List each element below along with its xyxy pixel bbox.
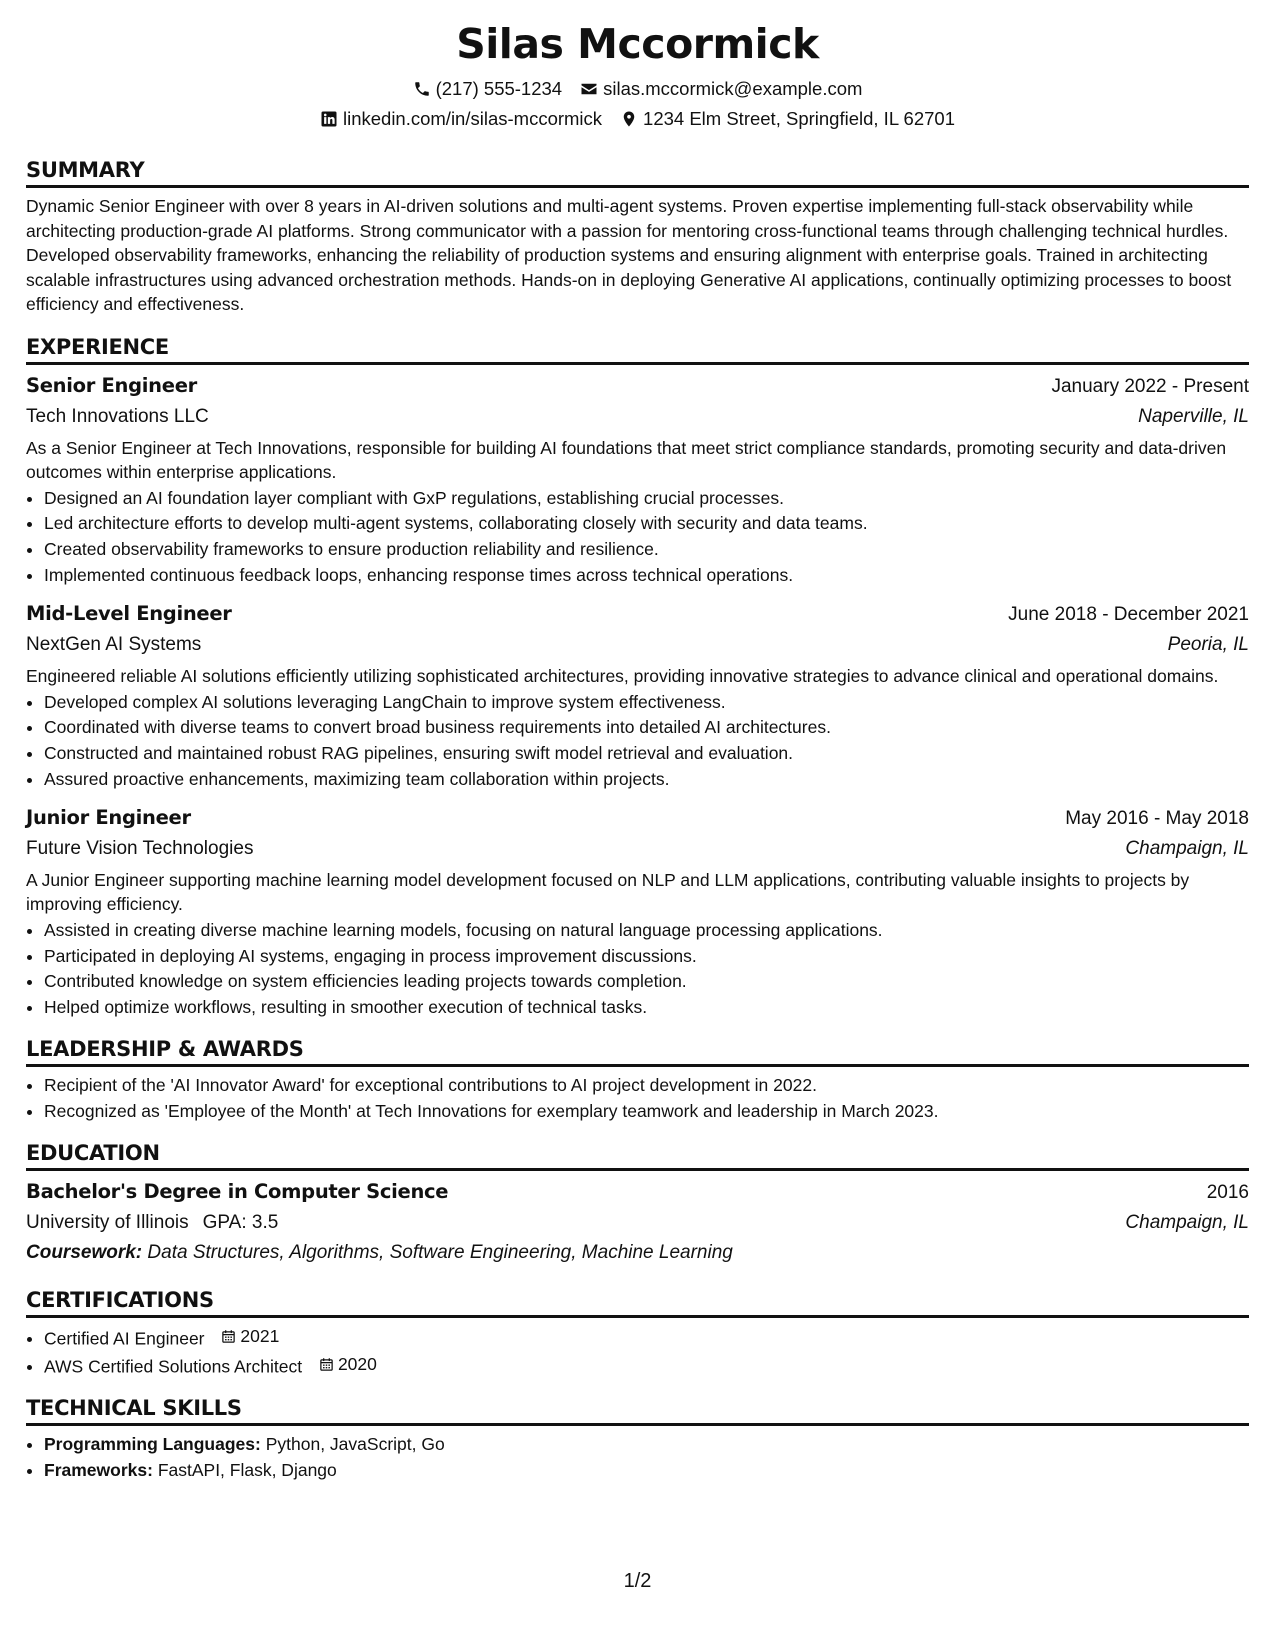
list-item: [44, 1458, 1249, 1484]
skills-section: [26, 1394, 1249, 1484]
section-title-certifications: CERTIFICATIONS: [26, 1286, 1249, 1318]
calendar-icon: [221, 1329, 236, 1344]
company-name: Tech Innovations LLC: [26, 405, 209, 427]
degree-title: Bachelor's Degree in Computer Science: [26, 1179, 449, 1203]
section-title-leadership: LEADERSHIP & AWARDS: [26, 1035, 1249, 1067]
entry-header-row: [26, 803, 1249, 834]
job-dates: June 2018 - December 2021: [1008, 603, 1249, 625]
company-name: NextGen AI Systems: [26, 633, 202, 655]
job-title: Mid-Level Engineer: [26, 601, 232, 625]
skills-list: [26, 1432, 1249, 1484]
job-title: Senior Engineer: [26, 373, 197, 397]
summary-text: Dynamic Senior Engineer with over 8 years in AI-driven solutions and multi-agent systems. Proven expertise implementing full-stack observability while architecting production-grade AI platforms. Strong communicator with a passion for mentoring cross-functional teams through challenging technical hurdles. Developed observability frameworks, enhancing the reliability of production systems and ensuring alignment with enterprise goals. Trained in architecting scalable infrastructures using advanced orchestration methods. Hands-on in deploying Generative AI applications, continually optimizing processes to boost efficiency and effectiveness.: [26, 196, 1232, 314]
certification-year-group: [221, 1324, 279, 1350]
list-item: • Created observability frameworks to ensure production reliability and resilience.: [44, 537, 1249, 563]
contact-row-1: [26, 74, 1249, 104]
section-title-experience: EXPERIENCE: [26, 333, 1249, 365]
contact-address: [620, 104, 955, 134]
gpa: GPA: 3.5: [202, 1211, 279, 1233]
list-item: • Implemented continuous feedback loops, enhancing response times across technical operations.: [44, 563, 1249, 589]
certifications-list: [26, 1324, 1249, 1380]
certification-name: Certified AI Engineer: [44, 1328, 205, 1349]
experience-entry: [26, 371, 1249, 589]
calendar-icon: [319, 1357, 334, 1372]
list-item: • Designed an AI foundation layer compliant with GxP regulations, establishing crucial processes.: [44, 486, 1249, 512]
linkedin-text: linkedin.com/in/silas-mccormick: [342, 108, 603, 129]
job-dates: May 2016 - May 2018: [1065, 807, 1249, 829]
education-subheader-row: [26, 1208, 1249, 1238]
phone-text: (217) 555-1234: [435, 78, 563, 99]
contact-phone[interactable]: [413, 74, 563, 104]
experience-entry: [26, 599, 1249, 793]
job-dates: January 2022 - Present: [1051, 375, 1249, 397]
certification-year: 2020: [337, 1353, 377, 1374]
school-name: University of Illinois: [26, 1211, 189, 1233]
entry-subheader-row: [26, 630, 1249, 660]
leadership-section: [26, 1035, 1249, 1125]
entry-header-row: [26, 599, 1249, 630]
section-title-skills: TECHNICAL SKILLS: [26, 1394, 1249, 1426]
skill-values: Python, JavaScript, Go: [265, 1434, 445, 1455]
entry-subheader-row: [26, 834, 1249, 864]
list-item: • Constructed and maintained robust RAG pipelines, ensuring swift model retrieval and evaluation.: [44, 741, 1249, 767]
list-item: • Recipient of the 'AI Innovator Award' for exceptional contributions to AI project development in 2022.: [44, 1073, 1249, 1099]
list-item: • Contributed knowledge on system efficiencies leading projects towards completion.: [44, 969, 1249, 995]
list-item: • Participated in deploying AI systems, engaging in process improvement discussions.: [44, 944, 1249, 970]
list-item: [44, 1352, 1249, 1380]
school-location: Champaign, IL: [1125, 1211, 1249, 1233]
school-line: [26, 1208, 278, 1238]
email-text: silas.mccormick@example.com: [603, 78, 863, 99]
job-location: Peoria, IL: [1167, 633, 1249, 655]
job-description: Engineered reliable AI solutions efficiently utilizing sophisticated architectures, providing innovative strategies to advance clinical and operational domains.: [26, 665, 1219, 686]
coursework-list: Data Structures, Algorithms, Software Engineering, Machine Learning: [147, 1241, 733, 1263]
map-pin-icon: [620, 110, 638, 128]
skill-category-label: Programming Languages:: [44, 1434, 261, 1455]
job-bullets: [26, 690, 1249, 793]
phone-icon: [413, 80, 431, 98]
page-number: 1/2: [623, 1570, 652, 1592]
list-item: • Recognized as 'Employee of the Month' at Tech Innovations for exemplary teamwork and leadership in March 2023.: [44, 1099, 1249, 1125]
graduation-year: 2016: [1206, 1181, 1249, 1203]
linkedin-icon: [320, 110, 338, 128]
job-bullets: [26, 918, 1249, 1021]
job-location: Naperville, IL: [1138, 405, 1249, 427]
contact-linkedin[interactable]: [320, 104, 602, 134]
experience-entry: [26, 803, 1249, 1021]
section-title-education: EDUCATION: [26, 1139, 1249, 1171]
list-item: • Assured proactive enhancements, maximizing team collaboration within projects.: [44, 767, 1249, 793]
education-header-row: [26, 1177, 1249, 1208]
job-title: Junior Engineer: [26, 805, 191, 829]
address-text: 1234 Elm Street, Springfield, IL 62701: [643, 108, 955, 129]
skill-values: FastAPI, Flask, Django: [157, 1459, 337, 1480]
contact-email[interactable]: [580, 74, 862, 104]
list-item: [44, 1432, 1249, 1458]
certification-year-group: [319, 1352, 377, 1378]
resume-header: [26, 18, 1249, 134]
contact-row-2: [26, 104, 1249, 134]
job-description: A Junior Engineer supporting machine learning model development focused on NLP and LLM applications, contributing valuable insights to projects by improving efficiency.: [26, 869, 1190, 914]
list-item: • Coordinated with diverse teams to convert broad business requirements into detailed AI architectures.: [44, 715, 1249, 741]
list-item: [44, 1324, 1249, 1352]
certification-name: AWS Certified Solutions Architect: [44, 1356, 303, 1377]
list-item: • Helped optimize workflows, resulting in smoother execution of technical tasks.: [44, 995, 1249, 1021]
list-item: • Developed complex AI solutions leveraging LangChain to improve system effectiveness.: [44, 690, 1249, 716]
section-title-summary: SUMMARY: [26, 156, 1249, 188]
awards-list: [26, 1073, 1249, 1125]
list-item: • Assisted in creating diverse machine learning models, focusing on natural language processing applications.: [44, 918, 1249, 944]
job-description: As a Senior Engineer at Tech Innovations, responsible for building AI foundations that meet strict compliance standards, promoting security and data-driven outcomes within enterprise applications.: [26, 437, 1227, 482]
certifications-section: [26, 1286, 1249, 1380]
coursework-line: [26, 1238, 1249, 1268]
job-bullets: [26, 486, 1249, 589]
skill-category-label: Frameworks:: [44, 1459, 153, 1480]
envelope-icon: [580, 80, 598, 98]
entry-header-row: [26, 371, 1249, 402]
coursework-label: Coursework:: [26, 1241, 143, 1263]
list-item: • Led architecture efforts to develop multi-agent systems, collaborating closely with security and data teams.: [44, 511, 1249, 537]
job-location: Champaign, IL: [1125, 837, 1249, 859]
candidate-name: Silas Mccormick: [456, 20, 819, 68]
summary-section: [26, 156, 1249, 317]
company-name: Future Vision Technologies: [26, 837, 254, 859]
education-section: [26, 1139, 1249, 1268]
experience-section: [26, 333, 1249, 1022]
certification-year: 2021: [240, 1325, 280, 1346]
entry-subheader-row: [26, 402, 1249, 432]
